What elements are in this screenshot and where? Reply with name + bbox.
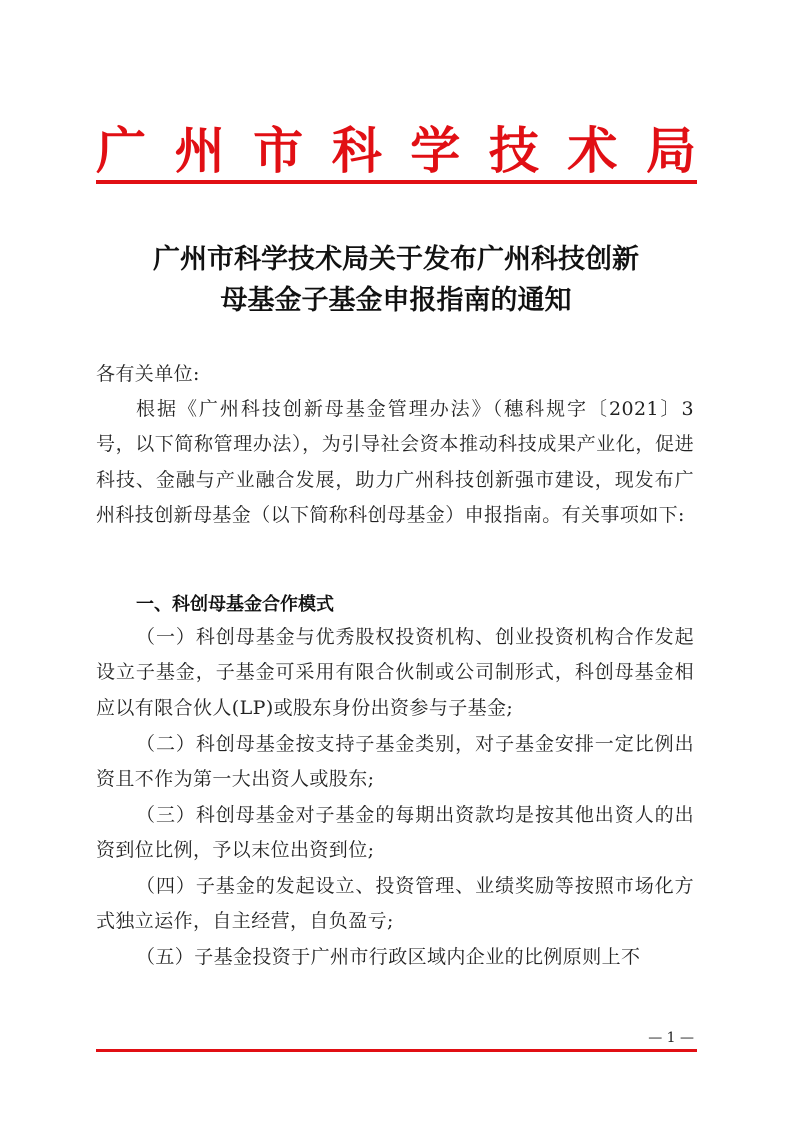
issuing-agency-header: 广 州 市 科 学 技 术 局 bbox=[96, 121, 696, 180]
list-item: （一）科创母基金与优秀股权投资机构、创业投资机构合作发起设立子基金，子基金可采用有限合伙制或公司制形式，科创母基金相应以有限合伙人(LP)或股东身份出资参与子基金; bbox=[96, 626, 694, 719]
document-title-line-2: 母基金子基金申报指南的通知 bbox=[220, 285, 572, 316]
page-number: — 1 — bbox=[648, 1030, 694, 1046]
list-item: （五）子基金投资于广州市行政区域内企业的比例原则上不 bbox=[136, 946, 641, 968]
section-heading-1: 一、科创母基金合作模式 bbox=[136, 594, 334, 615]
header-red-rule bbox=[96, 180, 697, 184]
list-item: （二）科创母基金按支持子基金类别，对子基金安排一定比例出资且不作为第一大出资人或股东; bbox=[96, 733, 694, 791]
list-item: （四）子基金的发起设立、投资管理、业绩奖励等按照市场化方式独立运作，自主经营，自负盈亏; bbox=[96, 875, 694, 933]
salutation: 各有关单位: bbox=[96, 363, 200, 385]
list-item: （三）科创母基金对子基金的每期出资款均是按其他出资人的出资到位比例，予以末位出资到位; bbox=[96, 804, 694, 862]
footer-red-rule bbox=[96, 1049, 697, 1052]
document-title-line-1: 广州市科学技术局关于发布广州科技创新 bbox=[153, 244, 639, 275]
basis-paragraph: 根据《广州科技创新母基金管理办法》（穗科规字〔2021〕3 号，以下简称管理办法），为引导社会资本推动科技成果产业化，促进科技、金融与产业融合发展，助力广州科技创新强市建设，现发布广州科技创新母基金（以下简称科创母基金）申报指南。有关事项如下: bbox=[96, 398, 694, 527]
